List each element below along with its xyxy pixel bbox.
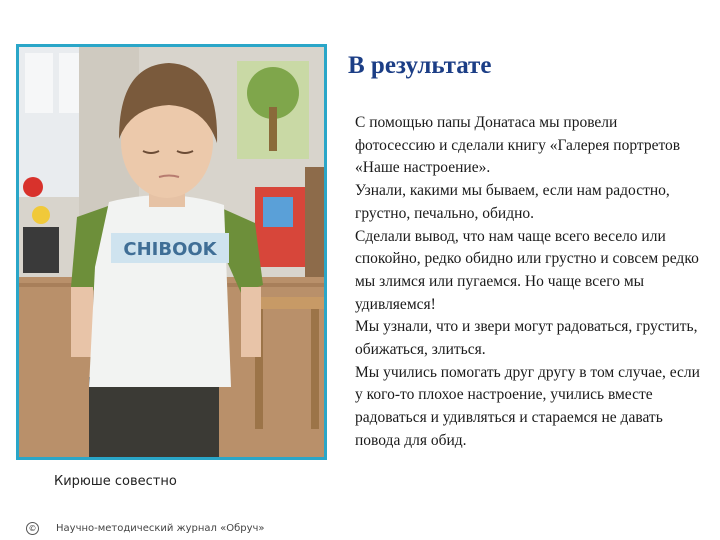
copyright-icon: ©: [26, 522, 39, 535]
paragraph: С помощью папы Донатаса мы провели фотосессию и сделали книгу «Галерея портретов «Наше настроение».: [355, 114, 681, 177]
photo-frame: [16, 44, 327, 460]
slide-body: [355, 112, 700, 453]
paragraph: Мы узнали, что и звери могут радоваться, грустить, обижаться, злиться.: [355, 318, 698, 359]
paragraph: Мы учились помогать друг другу в том случае, если у кого-то плохое настроение, учились вместе радоваться и удивляться и стараемся не давать повода для обид.: [355, 363, 700, 449]
footer: [26, 520, 265, 536]
paragraph: Сделали вывод, что нам чаще всего весело или спокойно, редко обидно или грустно и совсем редко мы злимся или пугаемся. Но чаще всего мы удивляемся!: [355, 227, 699, 313]
shirt-print: CHIBOOK: [123, 239, 217, 260]
journal-name: Научно-методический журнал «Обруч»: [56, 522, 265, 534]
boy-photo: [19, 47, 324, 457]
paragraph: Узнали, какими мы бываем, если нам радостно, грустно, печально, обидно.: [355, 182, 670, 222]
photo-caption: Кирюше совестно: [54, 474, 177, 489]
slide-title: В результате: [348, 52, 492, 79]
